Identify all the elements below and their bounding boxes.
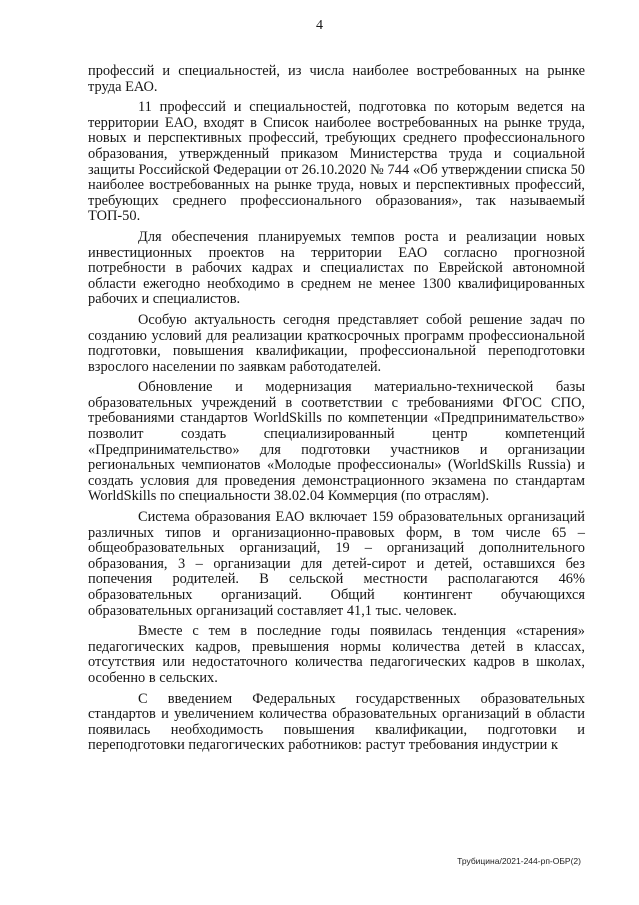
- paragraph-fgos-standards: С введением Федеральных государственных образовательных стандартов и увеличением количества образовательных организаций в области появилась необходимость повышения квалификации, подготовки и переподготовки педагогических работников: растут требования индустрии к: [88, 690, 585, 754]
- paragraph-teacher-aging: Вместе с тем в последние годы появилась тенденция «старения» педагогических кадров, превышения нормы количества детей в классах, отсутствия или недостаточного количества педагогических кадров в школах, особенно в сельских.: [88, 623, 585, 686]
- paragraph-continuation: профессий и специальностей, из числа наиболее востребованных на рынке труда ЕАО.: [88, 63, 585, 95]
- document-footer-code: Трубицина/2021-244-рп-ОБР(2): [457, 856, 581, 866]
- paragraph-short-term-programs: Особую актуальность сегодня представляет собой решение задач по созданию условий для реализации краткосрочных программ профессиональной подготовки, повышения квалификации, профессиональной переподготовки взрослого населении по заявкам работодателей.: [88, 311, 585, 375]
- paragraph-workforce-demand: Для обеспечения планируемых темпов роста и реализации новых инвестиционных проектов на территории ЕАО согласно прогнозной потребности в рабочих кадрах и специалистах по Еврейской автономной области ежегодно необходимо в среднем не менее 1300 квалифицированных рабочих и специалистов.: [88, 228, 585, 308]
- body-text: [88, 64, 585, 759]
- paragraph-top50-list: 11 профессий и специальностей, подготовка по которым ведется на территории ЕАО, входят в Список наиболее востребованных на рынке труда, новых и перспективных профессий, требующих среднего профессионального образования, утвержденный приказом Министерства труда и социальной защиты Российской Федерации от 26.10.2020 № 744 «Об утверждении списка 50 наиболее востребованных на рынке труда, новых и перспективных профессий, требующих среднего профессионального образования», так называемый ТОП-50.: [88, 99, 585, 225]
- paragraph-education-system: Система образования ЕАО включает 159 образовательных организаций различных типов и организационно-правовых форм, в том числе 65 – общеобразовательных организаций, 19 – организаций дополнительного образования, 3 – организации для детей-сирот и детей, оставшихся без попечения родителей. В сельской местности располагаются 46% образовательных организаций. Общий контингент обучающихся образовательных организаций составляет 41,1 тыс. человек.: [88, 509, 585, 619]
- page-number: 4: [316, 18, 323, 33]
- paragraph-worldskills-center: Обновление и модернизация материально-технической базы образовательных учреждений в соответствии с требованиями ФГОС СПО, требованиями стандартов WorldSkills по компетенции «Предпринимательство» позволит создать специализированный центр компетенций «Предпринимательство» для подготовки участников и организации региональных чемпионатов «Молодые профессионалы» (WorldSkills Russia) и создать условия для проведения демонстрационного экзамена по стандартам WorldSkills по специальности 38.02.04 Коммерция (по отраслям).: [88, 379, 585, 505]
